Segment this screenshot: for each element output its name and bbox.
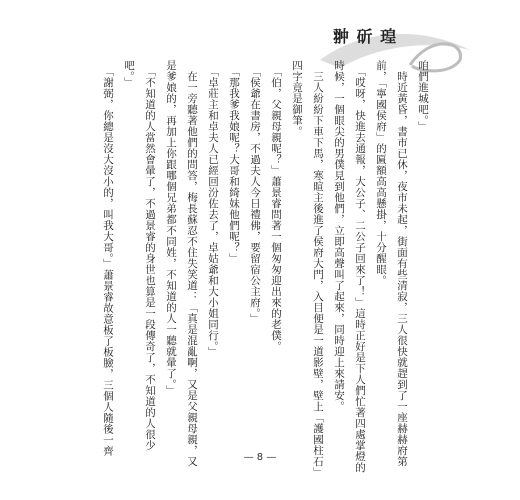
text-column: 「侯爺在書房，不過夫人今日禮佛，要留宿公主府。」 (249, 60, 261, 325)
text-column: 「謝弼，你總是沒大沒小的，叫我大哥。」蕭景睿故意板了板臉，三個人隨後一齊 (102, 60, 114, 457)
text-column: 「哎呀，快進去通報，大公子、二公子回來了！」這時正好是下人們忙著四處掌燈的 (354, 60, 366, 473)
logo-lettering: 翀 斫 瑝 (333, 27, 398, 46)
text-column: 咱們進城吧。」 (417, 60, 429, 132)
text-column: 吧。」 (123, 60, 135, 88)
page-number: — 8 — (243, 452, 277, 463)
text-column: 四字竟是御筆。 (291, 60, 303, 137)
text-column: 「伯，父親母親呢？」蕭景睿問著一個匆匆迎出來的老僕。 (270, 60, 282, 352)
vertical-text-body (78, 60, 429, 478)
text-column: 「卓莊主和卓夫人已經回汾佐去了，卓姑爺和大小姐同行。」 (207, 60, 219, 358)
text-column: 時候，一個眼尖的男僕見到他們，立即高聲叫了起來，同時迎上來請安。 (333, 60, 345, 412)
text-column: 是爹娘的，再加上你跟哪個兄弟都不同姓，不知道的人一聽就暈了。」 (165, 60, 177, 396)
text-column: 前，「寧國侯府」的匾額高高懸掛，十分醒眼。 (375, 60, 387, 286)
text-column: 在一旁聽著他們的問答，梅長蘇忍不住失笑道：「真是混亂啊，又是父親母親，又 (186, 60, 198, 467)
text-column: 「不知道的人當然會暈了，不過景睿的身世也算是一段傳奇了，不知道的人很少 (144, 60, 156, 451)
text-column: 三人紛紛下車下馬，寒暄主後進了侯府大門，入目便是一道影壁，壁上「護國柱石」 (312, 60, 324, 478)
text-column: 「那我爹我娘呢？大哥和綺妹他們呢？」 (228, 60, 240, 264)
text-column: 時近黃昏，書市已休，夜市未起，街面有些清寂，三人很快就趕到了一座赫赫府第 (396, 60, 408, 467)
